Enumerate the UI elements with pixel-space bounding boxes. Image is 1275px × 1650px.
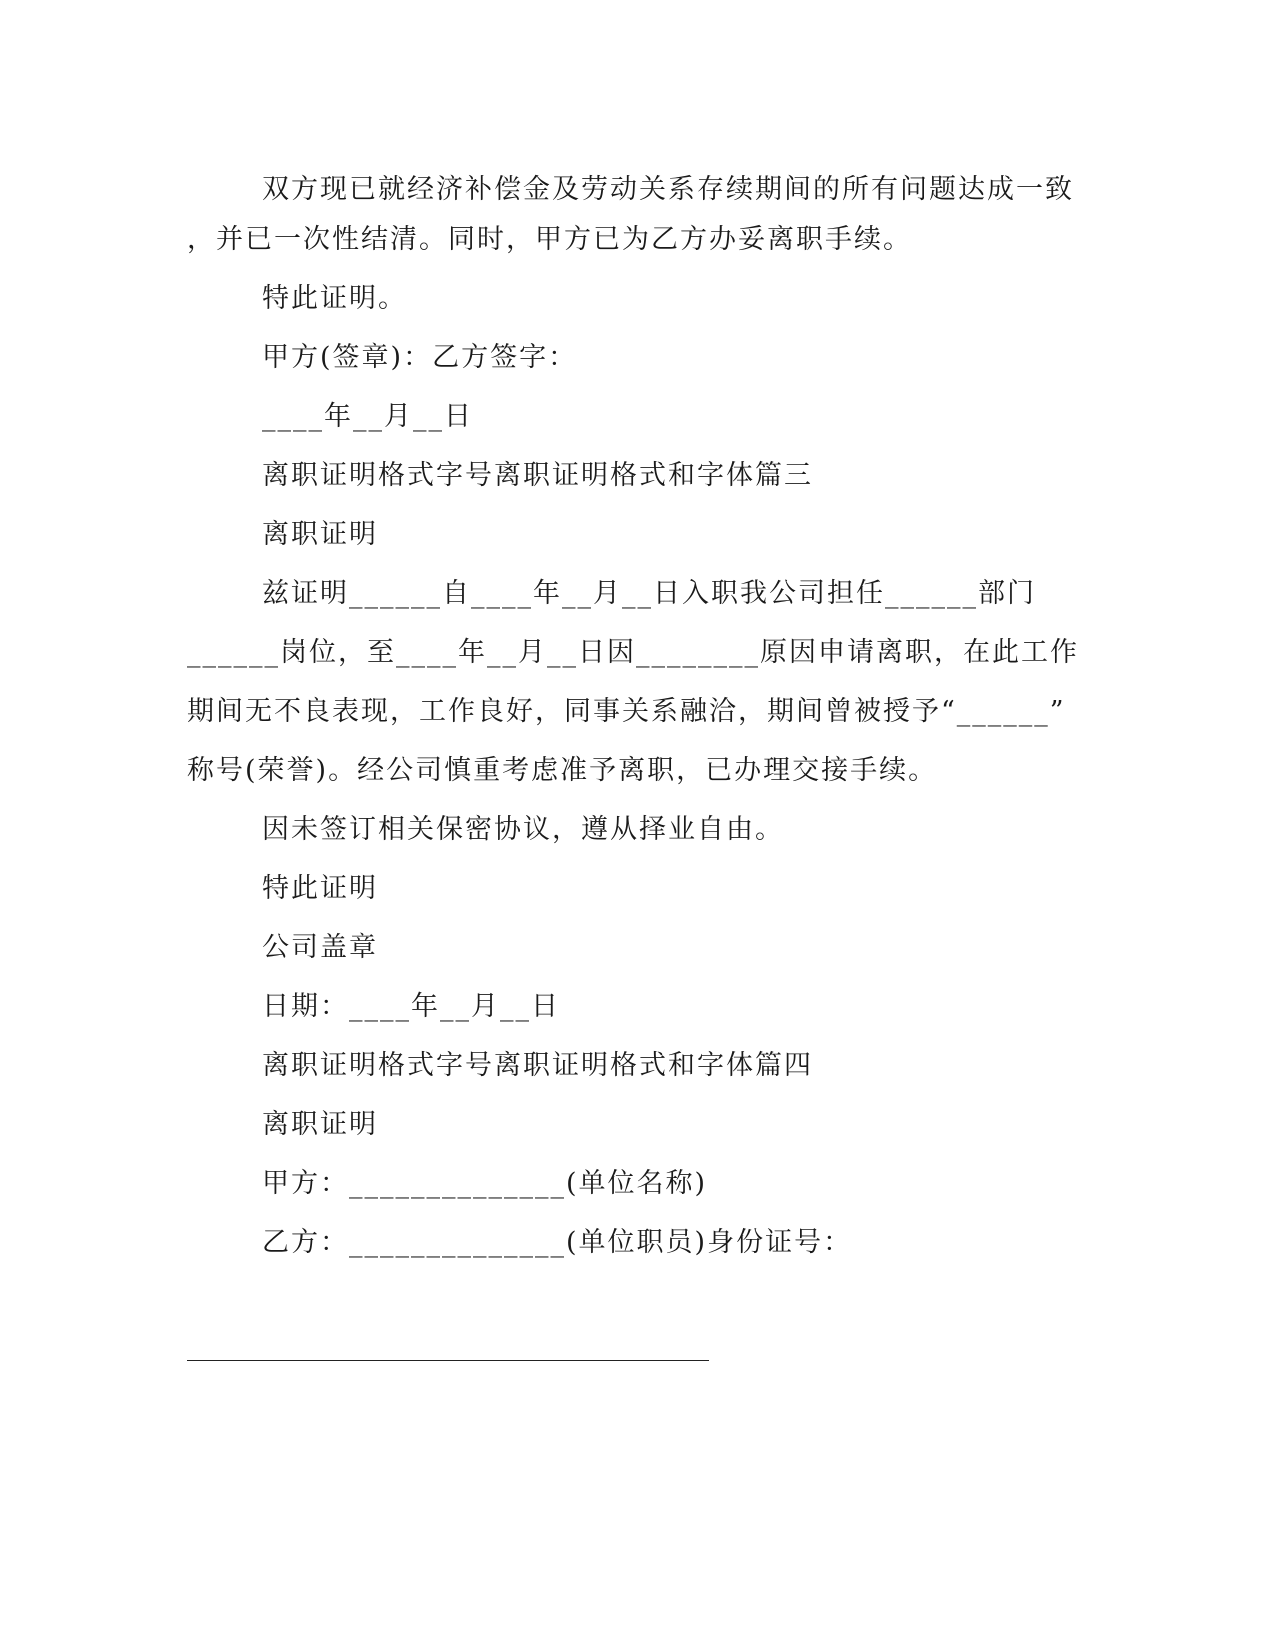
certify-text: 特此证明。 [262, 283, 407, 314]
paragraph-employment-cont-3: 称号(荣誉)。经公司慎重考虑准予离职，已办理交接手续。 [187, 755, 938, 786]
paragraph-employment: 兹证明______自____年__月__日入职我公司担任______部门 [262, 578, 1036, 609]
party-a-line: 甲方：______________(单位名称) [262, 1168, 708, 1199]
paragraph-confidentiality: 因未签订相关保密协议，遵从择业自由。 [262, 814, 784, 845]
section-heading-3: 离职证明格式字号离职证明格式和字体篇三 [262, 460, 813, 491]
document-title-2: 离职证明 [262, 1109, 378, 1140]
paragraph-employment-cont-2: 期间无不良表现，工作良好，同事关系融洽，期间曾被授予“______” [187, 696, 1066, 727]
date-line: ____年__月__日 [262, 401, 473, 432]
section-heading-4: 离职证明格式字号离职证明格式和字体篇四 [262, 1050, 813, 1081]
company-seal: 公司盖章 [262, 932, 378, 963]
certify-text-2: 特此证明 [262, 873, 378, 904]
paragraph-compensation-settlement: 双方现已就经济补偿金及劳动关系存续期间的所有问题达成一致 [262, 174, 1074, 205]
paragraph-employment-cont-1: ______岗位，至____年__月__日因________原因申请离职，在此工作 [187, 637, 1079, 668]
signature-line: 甲方(签章)：乙方签字： [262, 342, 578, 373]
document-title: 离职证明 [262, 519, 378, 550]
party-b-line: 乙方：______________(单位职员)身份证号： [262, 1227, 853, 1258]
paragraph-compensation-settlement-cont: ，并已一次性结清。同时，甲方已为乙方办妥离职手续。 [187, 224, 912, 255]
date-line-2: 日期：____年__月__日 [262, 991, 560, 1022]
blank-underline [187, 1360, 709, 1361]
